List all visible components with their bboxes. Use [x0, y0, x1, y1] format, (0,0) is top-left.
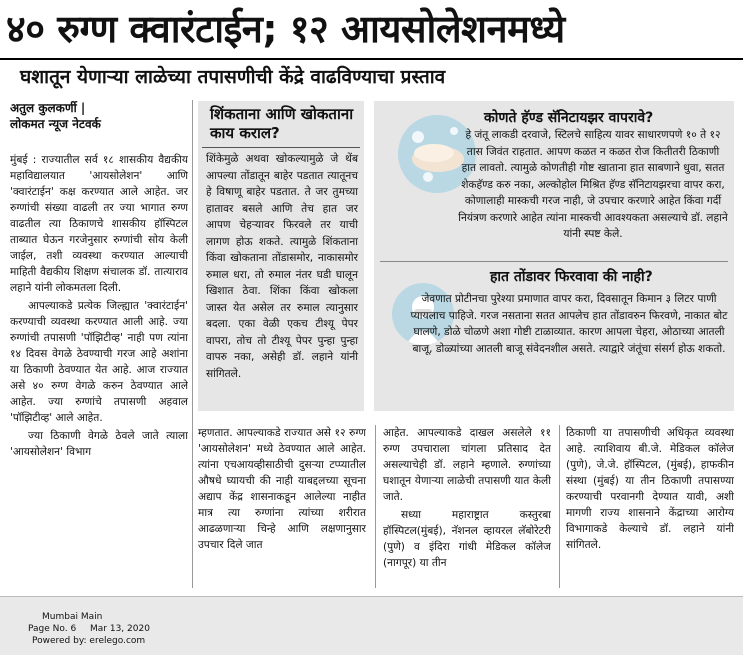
- sneeze-box-divider: [202, 147, 360, 148]
- sneeze-box-text: शिंकेमुळे अथवा खोकल्यामुळे जे थेंब आपल्या तोंडातून बाहेर पडतात त्यातूनच हे विषाणू बाहेर पडतात. ते जर तुमच्या हातावर बसले आणि तेच हात जर आपण चेहऱ्यावर फिरवले तर याची लागण होऊ शकते. त्यामुळे शिंकताना किंवा खोकताना तोंडासमोर, नाकासमोर रुमाल धरा, तो रुमाल नंतर घडी घालून खिशात ठेवा. शिंका किंवा खोकला जास्त येत असेल तर रुमाल त्यानुसार बदला. एका वेळी एकच टीश्यू पेपर वापरा, तोच तो टीश्यू पेपर पुन्हा पुन्हा वापरु नका, असेही डॉ. लहाने यांनी सांगितले.: [206, 153, 358, 380]
- article-column-1: [10, 152, 188, 588]
- article-paragraph: मुंबई : राज्यातील सर्व १८ शासकीय वैद्यकीय महाविद्यालयात 'आयसोलेशन' आणि 'क्वारंटाईन' कक्ष करण्यात आले आहेत. जर रुग्णांची संख्या वाढली तर ज्या भागात रुग्ण वाढतील त्या ठिकाणचे शासकीय हॉस्पिटल ताब्यात घेऊन गरजेनुसार रुग्णांची सोय केली जाईल, तशी व्यवस्था करण्यात आल्याची माहिती वैद्यकीय शिक्षण संचालक डॉ. तात्याराव लहाने यांनी लोकमतला दिली.: [10, 154, 188, 294]
- sneeze-cough-box: [198, 101, 364, 411]
- subheadline: घशातून येणाऱ्या लाळेच्या तपासणीची केंद्रे वाढविण्याचा प्रस्ताव: [20, 66, 446, 88]
- sanitizer-question: कोणते हॅण्ड सॅनिटायझर वापरावे?: [484, 110, 654, 126]
- headline: ४० रुग्ण क्वारंटाईन; १२ आयसोलेशनमध्ये: [6, 7, 565, 51]
- column-divider: [559, 425, 560, 588]
- author-org: लोकमत न्यूज नेटवर्क: [10, 117, 101, 131]
- headline-rule: [0, 58, 743, 60]
- article-paragraph: ज्या ठिकाणी वेगळे ठेवले जाते त्याला 'आयसोलेशन' विभाग: [10, 430, 188, 458]
- byline: [10, 100, 101, 132]
- powered-by-link[interactable]: Powered by: erelego.com: [32, 636, 146, 646]
- article-paragraph: सध्या महाराष्ट्रात कस्तुरबा हॉस्पिटल(मुंबई), नॅशनल व्हायरल लॅबोरेटरी (पुणे) व इंदिरा गांधी मेडिकल कॉलेज (नागपूर) या तीन: [383, 509, 551, 569]
- article-paragraph: म्हणतात. आपल्याकडे राज्यात असे १२ रुग्ण 'आयसोलेशन' मध्ये ठेवण्यात आले आहेत. त्यांना एचआयव्हीसाठीची दुसऱ्या टप्प्यातील औषधे घ्यायची की नाही याबद्दलच्या सूचना अद्याप केंद्र शासनाकडून आलेल्या नाहीत मात्र त्या रुग्णांना त्यांच्या शरीरात आढळणाऱ्या चिन्हे आणि लक्षणानुसार उपचार दिले जात: [198, 427, 366, 551]
- hand-box-divider: [380, 261, 728, 262]
- sanitizer-answer: हे जंतू लाकडी दरवाजे, स्टिलचे साहित्य यावर साधारणपणे १० ते १२ तास जिवंत राहतात. आपण कळत न कळत रोज कितीतरी ठिकाणी हात लावतो. त्यामुळे कोणतीही गोष्ट खाताना हात साबणाने धुवा, सतत शेकहॅण्ड करु नका, अल्कोहोल मिश्रित हॅण्ड सॅनिटायझरचा वापर करा, कोणालाही मास्कची गरज नाही, जे उपचार करणारे आहेत किंवा गर्दी नियंत्रण करणारे आहेत त्यांना मास्कची आवश्यकता असल्याचे डॉ. लहाने यांनी स्पष्ट केले.: [458, 129, 728, 240]
- author-name: अतुल कुलकर्णी |: [10, 101, 86, 115]
- publish-date: Mar 13, 2020: [90, 624, 150, 634]
- article-column-2: [198, 425, 366, 588]
- face-touch-question: हात तोंडावर फिरवावा की नाही?: [490, 269, 653, 285]
- sneeze-box-title: शिंकताना आणि खोकताना काय कराल?: [210, 105, 354, 142]
- article-paragraph: आपल्याकडे प्रत्येक जिल्ह्यात 'क्वारंटाईन' करण्याची व्यवस्था करण्यात आली आहे. ज्या रुग्णांची तपासणी 'पॉझिटीव्ह' नाही पण त्यांना १४ दिवस वेगळे ठेवण्याची गरज आहे अशांना या ठिकाणी ठेवण्यात येत आहे. आज राज्यात असे ४० रुग्ण वेगळे करुन ठेवण्यात आले आहेत. ज्या रुग्णांचे तपासणी अहवाल 'पॉझिटीव्ह' आले आहेत.: [10, 300, 188, 424]
- edition-label: Mumbai Main: [42, 612, 103, 622]
- face-touch-answer: जेवणात प्रोटीनचा पुरेश्या प्रमाणात वापर करा, दिवसातून किमान ३ लिटर पाणी प्यायलाच पाहिजे. गरज नसताना सतत आपलेच हात तोंडावरुन फिरवणे, नाकात बोट घालणे, डोळे चोळणे अशा गोष्टी टाळाव्यात. कारण आपला चेहरा, ओठाच्या आतली बाजू, डोळ्यांच्या आतली बाजू संवेदनशील असते. त्याद्वारे जंतूंचा संसर्ग होऊ शकतो.: [410, 293, 728, 355]
- article-column-3: [383, 425, 551, 588]
- hand-hygiene-box: [374, 101, 734, 411]
- clipping-footer: [0, 596, 743, 655]
- article-paragraph: आहेत. आपल्याकडे दाखल असलेले ११ रुग्ण उपचाराला चांगला प्रतिसाद देत असल्याचेही डॉ. लहाने म्हणाले. रुग्णांच्या घशातून येणाऱ्या लाळेची तपासणी यात केली जाते.: [383, 427, 551, 503]
- article-column-4: [566, 425, 734, 588]
- article-paragraph: ठिकाणी या तपासणीची अधिकृत व्यवस्था आहे. त्याशिवाय बी.जे. मेडिकल कॉलेज (पुणे), जे.जे. हॉस्पिटल, (मुंबई), हाफकीन संस्था (मुंबई) या तीन ठिकाणी तपासण्या करण्याची परवानगी देण्यात यावी, अशी मागणी राज्य शासनाने केंद्राच्या आरोग्य विभागाकडे केल्याचे डॉ. लहाने यांनी सांगितले.: [566, 427, 734, 551]
- column-divider: [192, 100, 193, 588]
- column-divider: [375, 425, 376, 588]
- page-number: Page No. 6: [28, 624, 77, 634]
